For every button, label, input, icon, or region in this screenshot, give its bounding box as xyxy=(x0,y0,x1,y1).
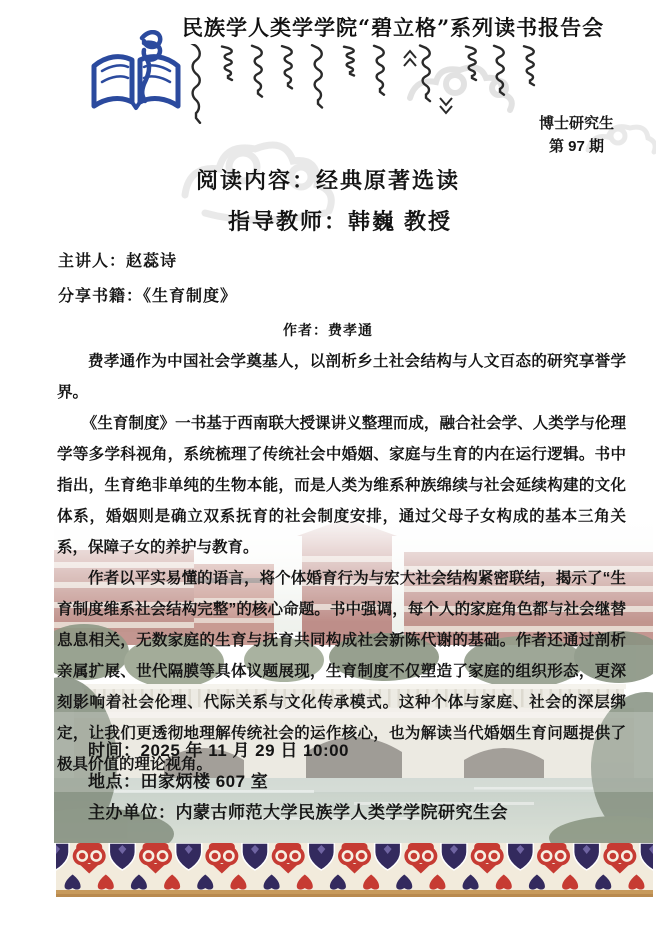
body-paragraph: 作者以平实易懂的语言，将个体婚育行为与宏大社会结构紧密联结，揭示了“生育制度维系社会结构完整”的核心命题。书中强调，每个人的家庭角色都与社会继替息息相关，无数家庭的生育与抚育共同构成社会新陈代谢的基础。作者还通过剖析亲属扩展、世代隔膜等具体议题展现，生育制度不仅塑造了家庭的组织形态，更深刻影响着社会伦理、代际关系与文化传承模式。这种个体与家庭、社会的深层绑定，让我们更透彻地理解传统社会的运作核心，也为解读当代婚姻生育问题提供了极具价值的理论视角。 xyxy=(57,570,626,773)
author-caption: 作者：费孝通 xyxy=(283,322,373,338)
poster-title: 民族学人类学学院“碧立格”系列读书报告会 xyxy=(182,15,605,40)
school-logo-book-icon xyxy=(84,30,188,114)
heading-reading-content: 阅读内容：经典原著选读 xyxy=(195,168,460,193)
event-info-block xyxy=(88,735,508,828)
heading-advisor: 指导教师：韩巍 教授 xyxy=(227,209,453,234)
info-organizer: 主办单位：内蒙古师范大学民族学人类学学院研究生会 xyxy=(88,803,508,822)
mongolian-ornament-border xyxy=(56,843,653,897)
book-introduction xyxy=(57,346,626,780)
body-paragraph: 《生育制度》一书基于西南联大授课讲义整理而成，融合社会学、人类学与伦理学等多学科视角，系统梳理了传统社会中婚姻、家庭与生育的内在运行逻辑。书中指出，生育绝非单纯的生物本能，而是人类为维系种族绵续与社会延续构建的文化体系，婚姻则是确立双系抚育的社会制度安排，通过父母子女构成的基本三角关系，保障子女的养护与教育。 xyxy=(57,415,626,556)
book-quote-close-mark xyxy=(440,98,452,113)
speaker-line: 主讲人：赵蕊诗 xyxy=(58,253,178,270)
issue-number: 第 97 期 xyxy=(548,138,604,155)
grade-label: 博士研究生 xyxy=(538,115,614,132)
info-time: 时间：2025 年 11 月 29 日 10:00 xyxy=(88,741,350,760)
book-quote-open-mark xyxy=(404,51,416,66)
mongolian-script-line xyxy=(186,44,546,124)
book-line: 分享书籍：《生育制度》 xyxy=(58,288,238,305)
issue-block xyxy=(539,112,614,158)
body-paragraph: 费孝通作为中国社会学奠基人，以剖析乡土社会结构与人文百态的研究享誉学界。 xyxy=(57,353,626,401)
info-location: 地点：田家炳楼 607 室 xyxy=(88,772,269,791)
